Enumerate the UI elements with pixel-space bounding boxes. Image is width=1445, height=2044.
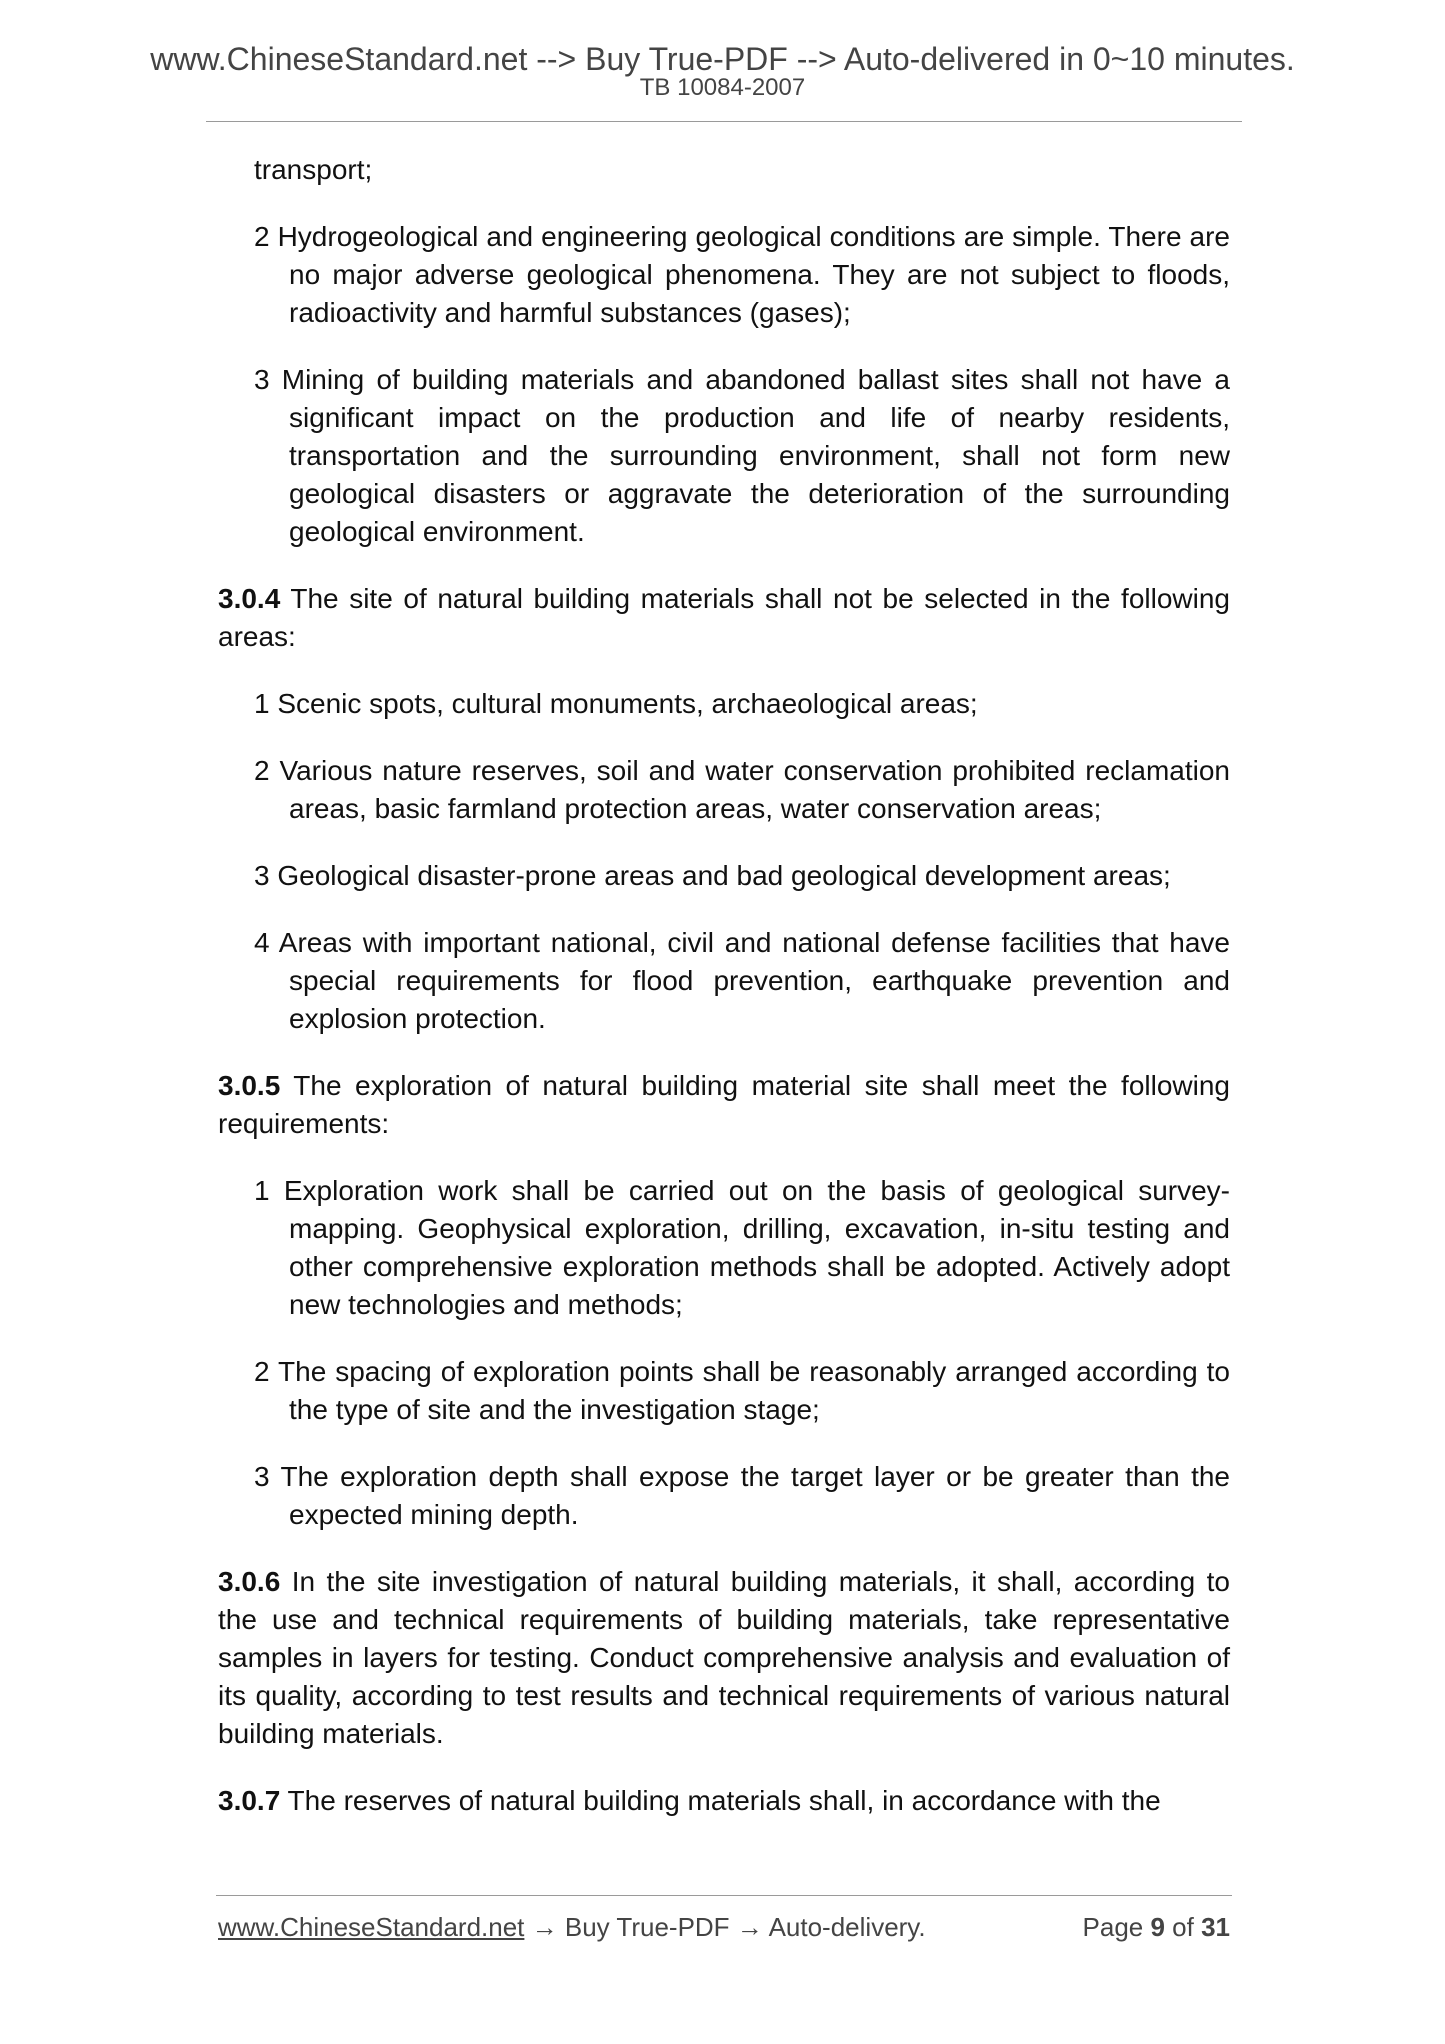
clause-text: The reserves of natural building materials shall, in accordance with the <box>280 1785 1161 1816</box>
clause-number: 3.0.5 <box>218 1070 281 1101</box>
list-item: 3 Geological disaster-prone areas and bad geological development areas; <box>254 860 1171 891</box>
list-item: 3 The exploration depth shall expose the target layer or be greater than the expected mining depth. <box>254 1461 1230 1530</box>
clause-text: The site of natural building materials shall not be selected in the following areas: <box>218 583 1230 652</box>
footer-divider <box>216 1895 1232 1896</box>
list-item: 2 The spacing of exploration points shall be reasonably arranged according to the type of site and the investigation stage; <box>254 1356 1230 1425</box>
clause-3-0-4 <box>218 580 1230 656</box>
header-banner: www.ChineseStandard.net --> Buy True-PDF --> Auto-delivered in 0~10 minutes. <box>150 41 1295 77</box>
clause-3-0-7 <box>218 1782 1230 1820</box>
footer-links <box>218 1911 926 1943</box>
clause-text: In the site investigation of natural building materials, it shall, according to the use and technical requirements of building materials, take representative samples in layers for testing. Conduct comprehensive analysis and evaluation of its quality, according to test results and technical requirements of various natural building materials. <box>218 1566 1230 1749</box>
page-indicator <box>1083 1911 1230 1943</box>
page-number: 9 <box>1150 1912 1165 1942</box>
clause-number: 3.0.6 <box>218 1566 281 1597</box>
of-label: of <box>1164 1912 1202 1942</box>
header-divider <box>206 121 1242 122</box>
list-item: 2 Various nature reserves, soil and water conservation prohibited reclamation areas, basic farmland protection areas, water conservation areas; <box>254 755 1230 824</box>
clause-number: 3.0.7 <box>218 1785 281 1816</box>
clause-number: 3.0.4 <box>218 583 281 614</box>
page-label: Page <box>1082 1912 1151 1942</box>
list-item-transport-continuation: transport; <box>254 154 373 185</box>
document-number: TB 10084-2007 <box>639 74 806 101</box>
site-link[interactable]: www.ChineseStandard.net <box>218 1912 525 1942</box>
list-item: 3 Mining of building materials and abandoned ballast sites shall not have a significant impact on the production and life of nearby residents, transportation and the surrounding environment, shall not form new geological disasters or aggravate the deterioration of the surrounding geological environment. <box>254 364 1230 547</box>
clause-text: The exploration of natural building material site shall meet the following requirements: <box>218 1070 1230 1139</box>
page-total: 31 <box>1201 1912 1230 1942</box>
footer-tail: → Buy True-PDF → Auto-delivery. <box>524 1912 926 1942</box>
list-item: 4 Areas with important national, civil and national defense facilities that have special requirements for flood prevention, earthquake prevention and explosion protection. <box>254 927 1230 1034</box>
list-item: 1 Exploration work shall be carried out on the basis of geological survey-mapping. Geophysical exploration, drilling, excavation, in-situ testing and other comprehensive exploration methods shall be adopted. Actively adopt new technologies and methods; <box>254 1175 1230 1320</box>
list-item: 2 Hydrogeological and engineering geological conditions are simple. There are no major adverse geological phenomena. They are not subject to floods, radioactivity and harmful substances (gases); <box>254 221 1230 328</box>
list-item: 1 Scenic spots, cultural monuments, archaeological areas; <box>254 688 978 719</box>
page-content <box>218 151 1230 1820</box>
clause-3-0-6 <box>218 1563 1230 1753</box>
clause-3-0-5 <box>218 1067 1230 1143</box>
